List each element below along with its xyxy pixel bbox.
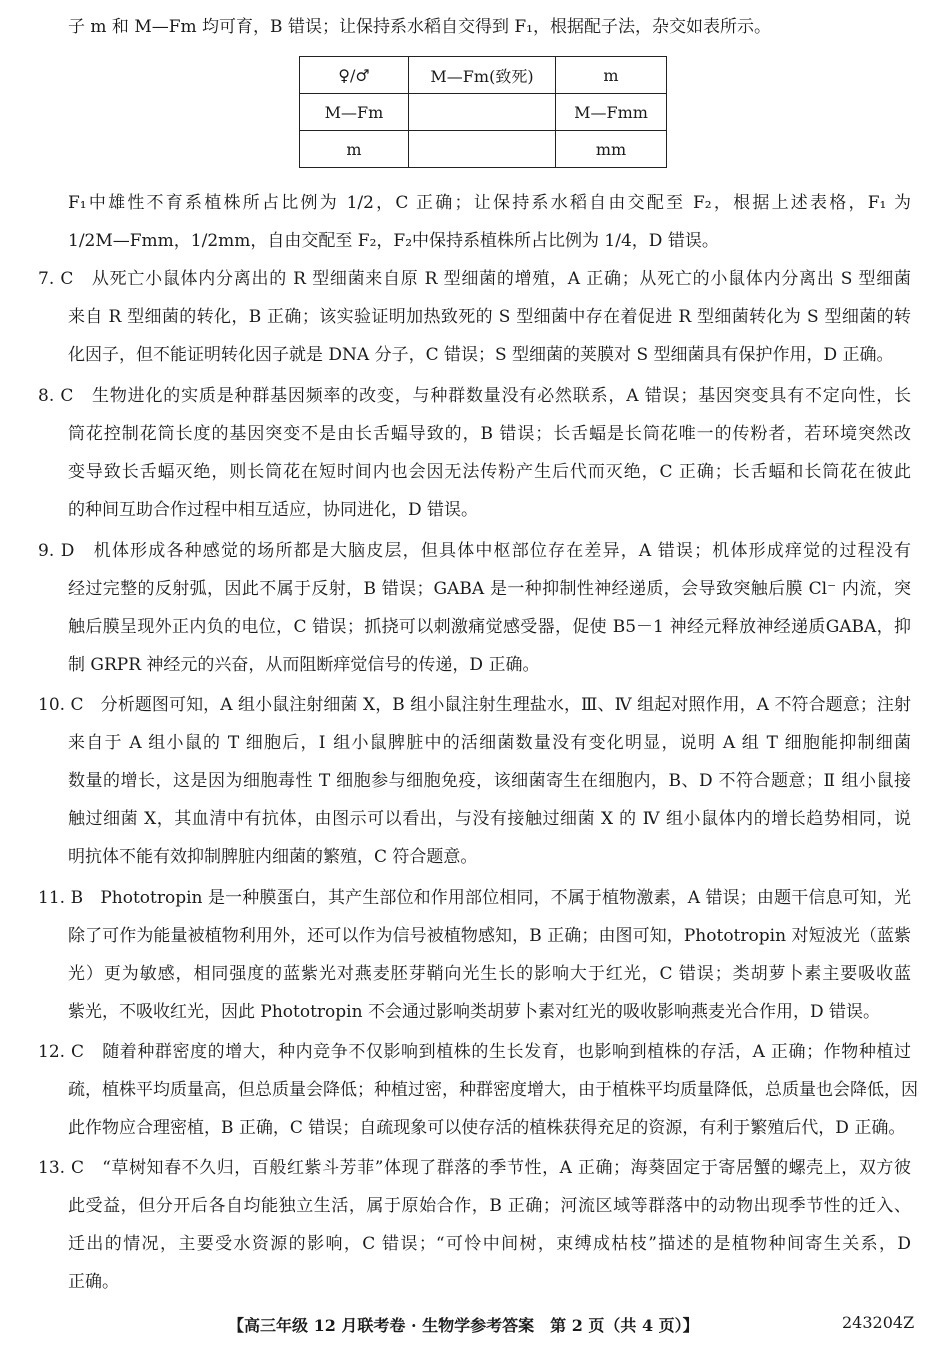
answer-13-line: 13. C “草树知春不久归，百般红紫斗芳菲”体现了群落的季节性，A 正确；海葵固定于寄居蟹的螺壳上，双方彼 xyxy=(38,1158,911,1178)
gamete-cross-table xyxy=(299,56,667,168)
table-cell: m xyxy=(300,131,409,168)
table-cell: mm xyxy=(556,131,667,168)
body-line: 光）更为敏感，相同强度的蓝紫光对燕麦胚芽鞘向光生长的影响大于红光，C 错误；类胡萝卜素主要吸收蓝 xyxy=(68,964,911,984)
footer-code: 243204Z xyxy=(842,1313,915,1332)
intro-line: 子 m 和 M—Fm 均可育，B 错误；让保持系水稻自交得到 F₁，根据配子法，杂交如表所示。 xyxy=(68,17,771,37)
table-row xyxy=(300,131,667,168)
answer-11-line: 11. B Phototropin 是一种膜蛋白，其产生部位和作用部位相同，不属于植物激素，A 错误；由题干信息可知，光 xyxy=(38,888,911,908)
body-line: 制 GRPR 神经元的兴奋，从而阻断痒觉信号的传递，D 正确。 xyxy=(68,655,540,675)
body-line: 迁出的情况，主要受水资源的影响，C 错误；“可怜中间树，束缚成枯枝”描述的是植物种间寄生关系，D xyxy=(68,1234,911,1254)
table-cell xyxy=(409,94,556,131)
answer-9-line: 9. D 机体形成各种感觉的场所都是大脑皮层，但具体中枢部位存在差异，A 错误；机体形成痒觉的过程没有 xyxy=(38,541,911,561)
table-row xyxy=(300,94,667,131)
body-line: 筒花控制花筒长度的基因突变不是由长舌蝠导致的，B 错误；长舌蝠是长筒花唯一的传粉者，若环境突然改 xyxy=(68,424,911,444)
table-header-cell: ♀/♂ xyxy=(300,57,409,94)
footer-title: 【高三年级 12 月联考卷 · 生物学参考答案 第 2 页（共 4 页）】 xyxy=(228,1316,699,1335)
body-line: 变导致长舌蝠灭绝，则长筒花在短时间内也会因无法传粉产生后代而灭绝，C 正确；长舌蝠和长筒花在彼此 xyxy=(68,462,911,482)
table-header-cell: m xyxy=(556,57,667,94)
body-line: 此受益，但分开后各自均能独立生活，属于原始合作，B 正确；河流区域等群落中的动物出现季节性的迁入、 xyxy=(68,1196,911,1216)
body-line: 1/2M—Fmm，1/2mm，自由交配至 F₂，F₂中保持系植株所占比例为 1/4，D 错误。 xyxy=(68,231,719,251)
table-cell: M—Fm xyxy=(300,94,409,131)
body-line: 的种间互助合作过程中相互适应，协同进化，D 错误。 xyxy=(68,500,479,520)
answer-10-line: 10. C 分析题图可知，A 组小鼠注射细菌 X，B 组小鼠注射生理盐水，Ⅲ、Ⅳ 组起对照作用，A 不符合题意；注射 xyxy=(38,695,911,715)
answer-12-line: 12. C 随着种群密度的增大，种内竞争不仅影响到植株的生长发育，也影响到植株的存活，A 正确；作物种植过 xyxy=(38,1042,911,1062)
answer-8-line: 8. C 生物进化的实质是种群基因频率的改变，与种群数量没有必然联系，A 错误；基因突变具有不定向性，长 xyxy=(38,386,911,406)
body-line: 明抗体不能有效抑制脾脏内细菌的繁殖，C 符合题意。 xyxy=(68,847,478,867)
body-line: 触后膜呈现外正内负的电位，C 错误；抓挠可以刺激痛觉感受器，促使 B5－1 神经元释放神经递质GABA，抑 xyxy=(68,617,911,637)
body-line: 疏，植株平均质量高，但总质量会降低；种植过密，种群密度增大，由于植株平均质量降低，总质量也会降低，因 xyxy=(68,1080,918,1100)
table-row xyxy=(300,57,667,94)
body-line: 经过完整的反射弧，因此不属于反射，B 错误；GABA 是一种抑制性神经递质，会导致突触后膜 Cl⁻ 内流，突 xyxy=(68,579,911,599)
body-line: 来自 R 型细菌的转化，B 正确；该实验证明加热致死的 S 型细菌中存在着促进 R 型细菌转化为 S 型细菌的转 xyxy=(68,307,911,327)
body-line: F₁中雄性不育系植株所占比例为 1/2，C 正确；让保持系水稻自由交配至 F₂，根据上述表格，F₁ 为 xyxy=(68,193,911,213)
body-line: 此作物应合理密植，B 正确，C 错误；自疏现象可以使存活的植株获得充足的资源，有利于繁殖后代，D 正确。 xyxy=(68,1118,906,1138)
table-cell: M—Fmm xyxy=(556,94,667,131)
body-line: 除了可作为能量被植物利用外，还可以作为信号被植物感知，B 正确；由图可知，Phototropin 对短波光（蓝紫 xyxy=(68,926,911,946)
body-line: 紫光，不吸收红光，因此 Phototropin 不会通过影响类胡萝卜素对红光的吸收影响燕麦光合作用，D 错误。 xyxy=(68,1002,880,1022)
body-line: 来自于 A 组小鼠的 T 细胞后，Ⅰ 组小鼠脾脏中的活细菌数量没有变化明显，说明 A 组 T 细胞能抑制细菌 xyxy=(68,733,911,753)
table-cell xyxy=(409,131,556,168)
body-line: 触过细菌 X，其血清中有抗体，由图示可以看出，与没有接触过细菌 X 的 Ⅳ 组小鼠体内的增长趋势相同，说 xyxy=(68,809,911,829)
table-header-cell: M—Fm(致死) xyxy=(409,57,556,94)
body-line: 数量的增长，这是因为细胞毒性 T 细胞参与细胞免疫，该细菌寄生在细胞内，B、D 不符合题意；Ⅱ 组小鼠接 xyxy=(68,771,911,791)
body-line: 正确。 xyxy=(68,1272,119,1292)
page-footer xyxy=(0,1313,950,1337)
body-line: 化因子，但不能证明转化因子就是 DNA 分子，C 错误；S 型细菌的荚膜对 S 型细菌具有保护作用，D 正确。 xyxy=(68,345,894,365)
answer-7-line: 7. C 从死亡小鼠体内分离出的 R 型细菌来自原 R 型细菌的增殖，A 正确；从死亡的小鼠体内分离出 S 型细菌 xyxy=(38,269,911,289)
